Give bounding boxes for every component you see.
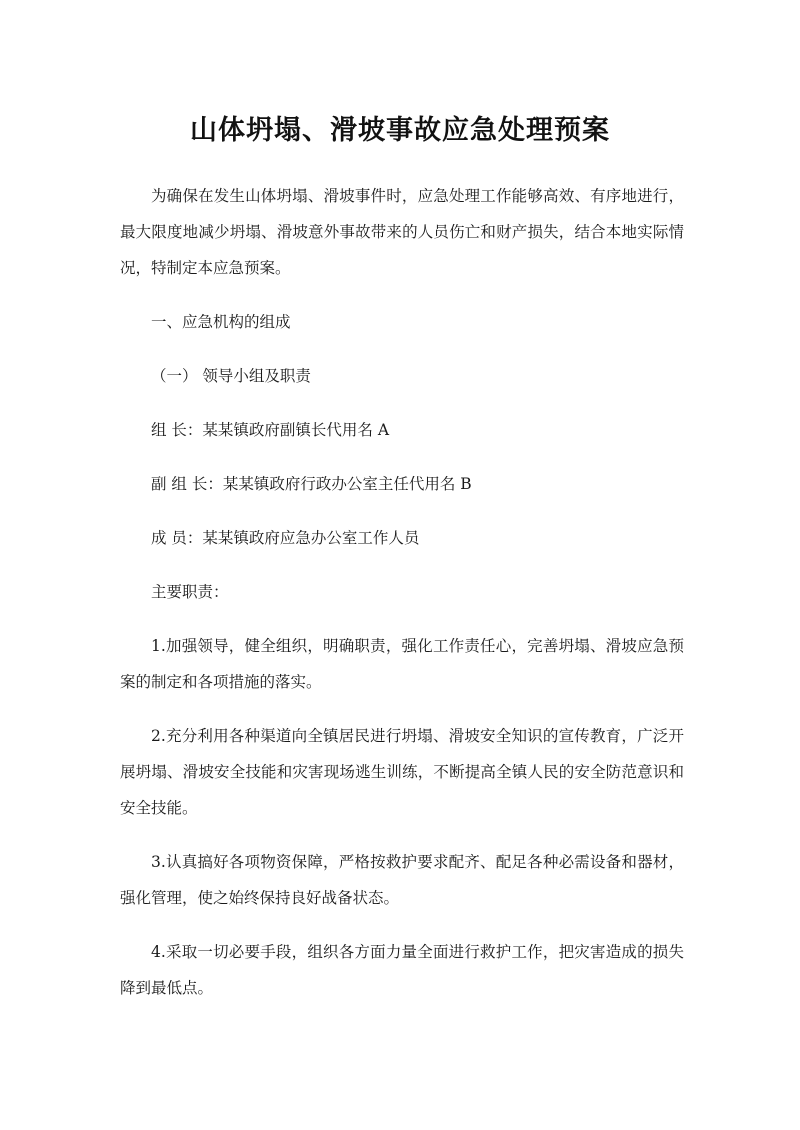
section-heading: 一、应急机构的组成 [151, 313, 291, 331]
duty-item-2: 2.充分利用各种渠道向全镇居民进行坍塌、滑坡安全知识的宣传教育，广泛开展坍塌、滑坡安全技能和灾害现场逃生训练，不断提高全镇人民的安全防范意识和安全技能。 [120, 727, 684, 817]
members-line: 成 员：某某镇政府应急办公室工作人员 [151, 529, 420, 547]
subsection-heading: （一） 领导小组及职责 [151, 367, 311, 385]
intro-paragraph: 为确保在发生山体坍塌、滑坡事件时，应急处理工作能够高效、有序地进行，最大限度地减少坍塌、滑坡意外事故带来的人员伤亡和财产损失，结合本地实际情况，特制定本应急预案。 [120, 187, 684, 277]
document-title: 山体坍塌、滑坡事故应急处理预案 [190, 115, 610, 146]
duty-item-1: 1.加强领导，健全组织，明确职责，强化工作责任心，完善坍塌、滑坡应急预案的制定和各项措施的落实。 [120, 637, 684, 691]
duty-item-3: 3.认真搞好各项物资保障，严格按救护要求配齐、配足各种必需设备和器材，强化管理，使之始终保持良好战备状态。 [120, 853, 684, 907]
duty-item-4: 4.采取一切必要手段，组织各方面力量全面进行救护工作，把灾害造成的损失降到最低点。 [120, 943, 684, 997]
deputy-leader-line: 副 组 长：某某镇政府行政办公室主任代用名 B [151, 475, 472, 493]
leader-line: 组 长：某某镇政府副镇长代用名 A [151, 421, 390, 439]
document-body [120, 178, 684, 1024]
duties-heading: 主要职责： [151, 583, 229, 601]
